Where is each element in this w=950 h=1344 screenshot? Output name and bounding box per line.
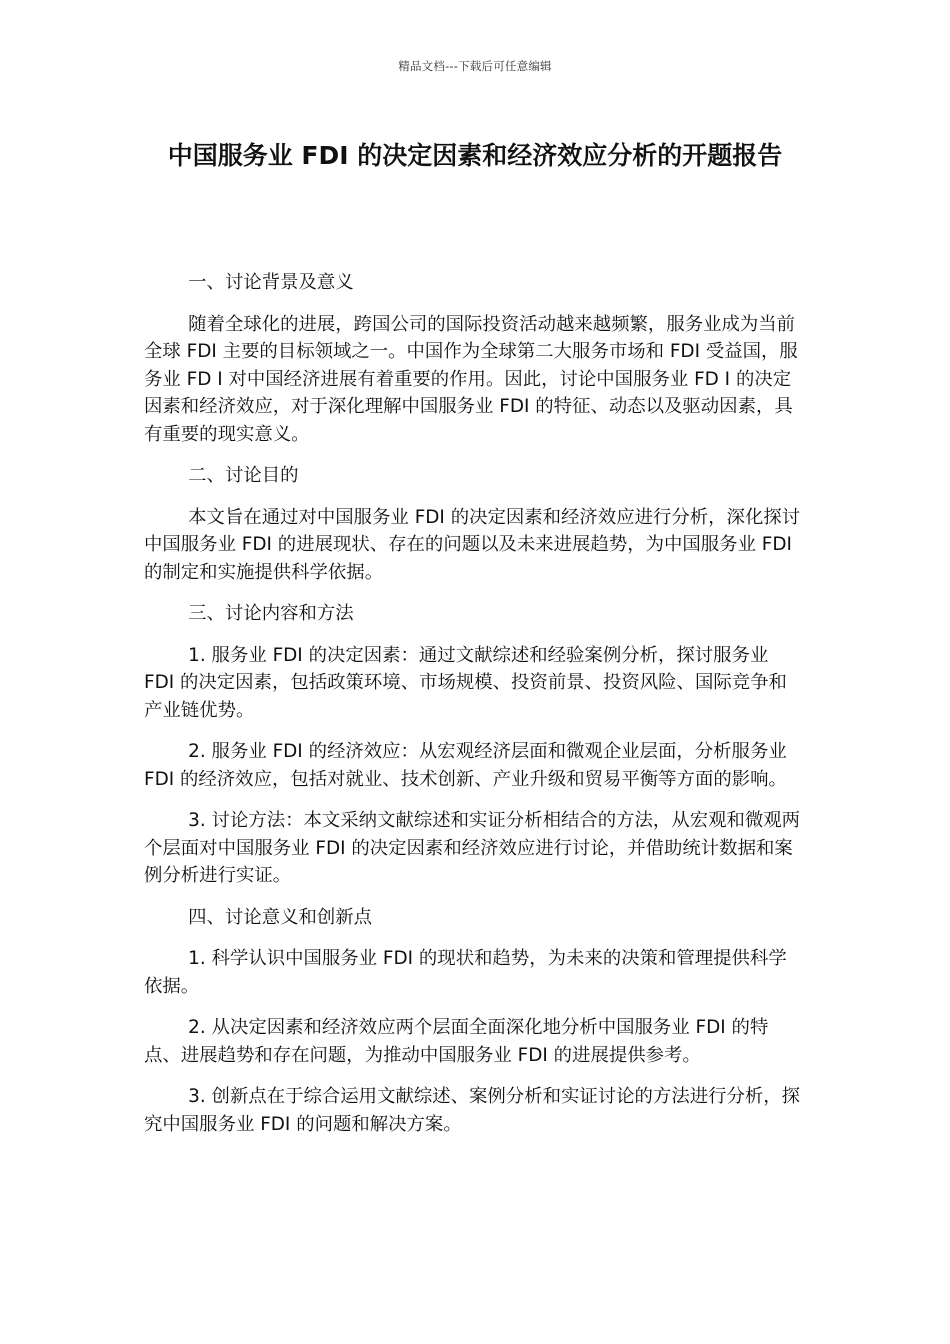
- header-note: 精品文档---下载后可任意编辑: [398, 59, 552, 73]
- paragraph-significance-1: 1. 科学认识中国服务业 FDI 的现状和趋势，为未来的决策和管理提供科学依据。: [144, 948, 787, 997]
- paragraph-purpose: 本文旨在通过对中国服务业 FDI 的决定因素和经济效应进行分析，深化探讨中国服务业 FDI 的进展现状、存在的问题以及未来进展趋势，为中国服务业 FDI 的制定和实施提供科学依据。: [144, 506, 801, 583]
- paragraph-background: 随着全球化的进展，跨国公司的国际投资活动越来越频繁，服务业成为当前全球 FDI 主要的目标领域之一。中国作为全球第二大服务市场和 FDI 受益国，服务业 FD I 对中国经济进展有着重要的作用。因此，讨论中国服务业 FD I 的决定因素和经济效应，对于深化理解中国服务业 FDI 的特征、动态以及驱动因素，具有重要的现实意义。: [144, 313, 798, 445]
- paragraph-significance-2: 2. 从决定因素和经济效应两个层面全面深化地分析中国服务业 FDI 的特点、进展趋势和存在问题，为推动中国服务业 FDI 的进展提供参考。: [144, 1017, 769, 1066]
- document-body: [144, 269, 804, 1152]
- document-title: 中国服务业 FDI 的决定因素和经济效应分析的开题报告: [167, 141, 783, 170]
- paragraph-determinants: 1. 服务业 FDI 的决定因素：通过文献综述和经验案例分析，探讨服务业 FDI 的决定因素，包括政策环境、市场规模、投资前景、投资风险、国际竞争和产业链优势。: [144, 644, 787, 721]
- paragraph-economic-effects: 2. 服务业 FDI 的经济效应：从宏观经济层面和微观企业层面，分析服务业 FDI 的经济效应，包括对就业、技术创新、产业升级和贸易平衡等方面的影响。: [144, 741, 787, 790]
- section-heading-content-methods: 三、讨论内容和方法: [188, 603, 354, 624]
- section-heading-significance: 四、讨论意义和创新点: [188, 906, 373, 928]
- paragraph-methods: 3. 讨论方法：本文采纳文献综述和实证分析相结合的方法，从宏观和微观两个层面对中国服务业 FDI 的决定因素和经济效应进行讨论，并借助统计数据和案例分析进行实证。: [144, 810, 801, 886]
- section-heading-background: 一、讨论背景及意义: [188, 272, 354, 293]
- section-heading-purpose: 二、讨论目的: [188, 465, 299, 486]
- paragraph-significance-3: 3. 创新点在于综合运用文献综述、案例分析和实证讨论的方法进行分析，探究中国服务业 FDI 的问题和解决方案。: [144, 1086, 801, 1135]
